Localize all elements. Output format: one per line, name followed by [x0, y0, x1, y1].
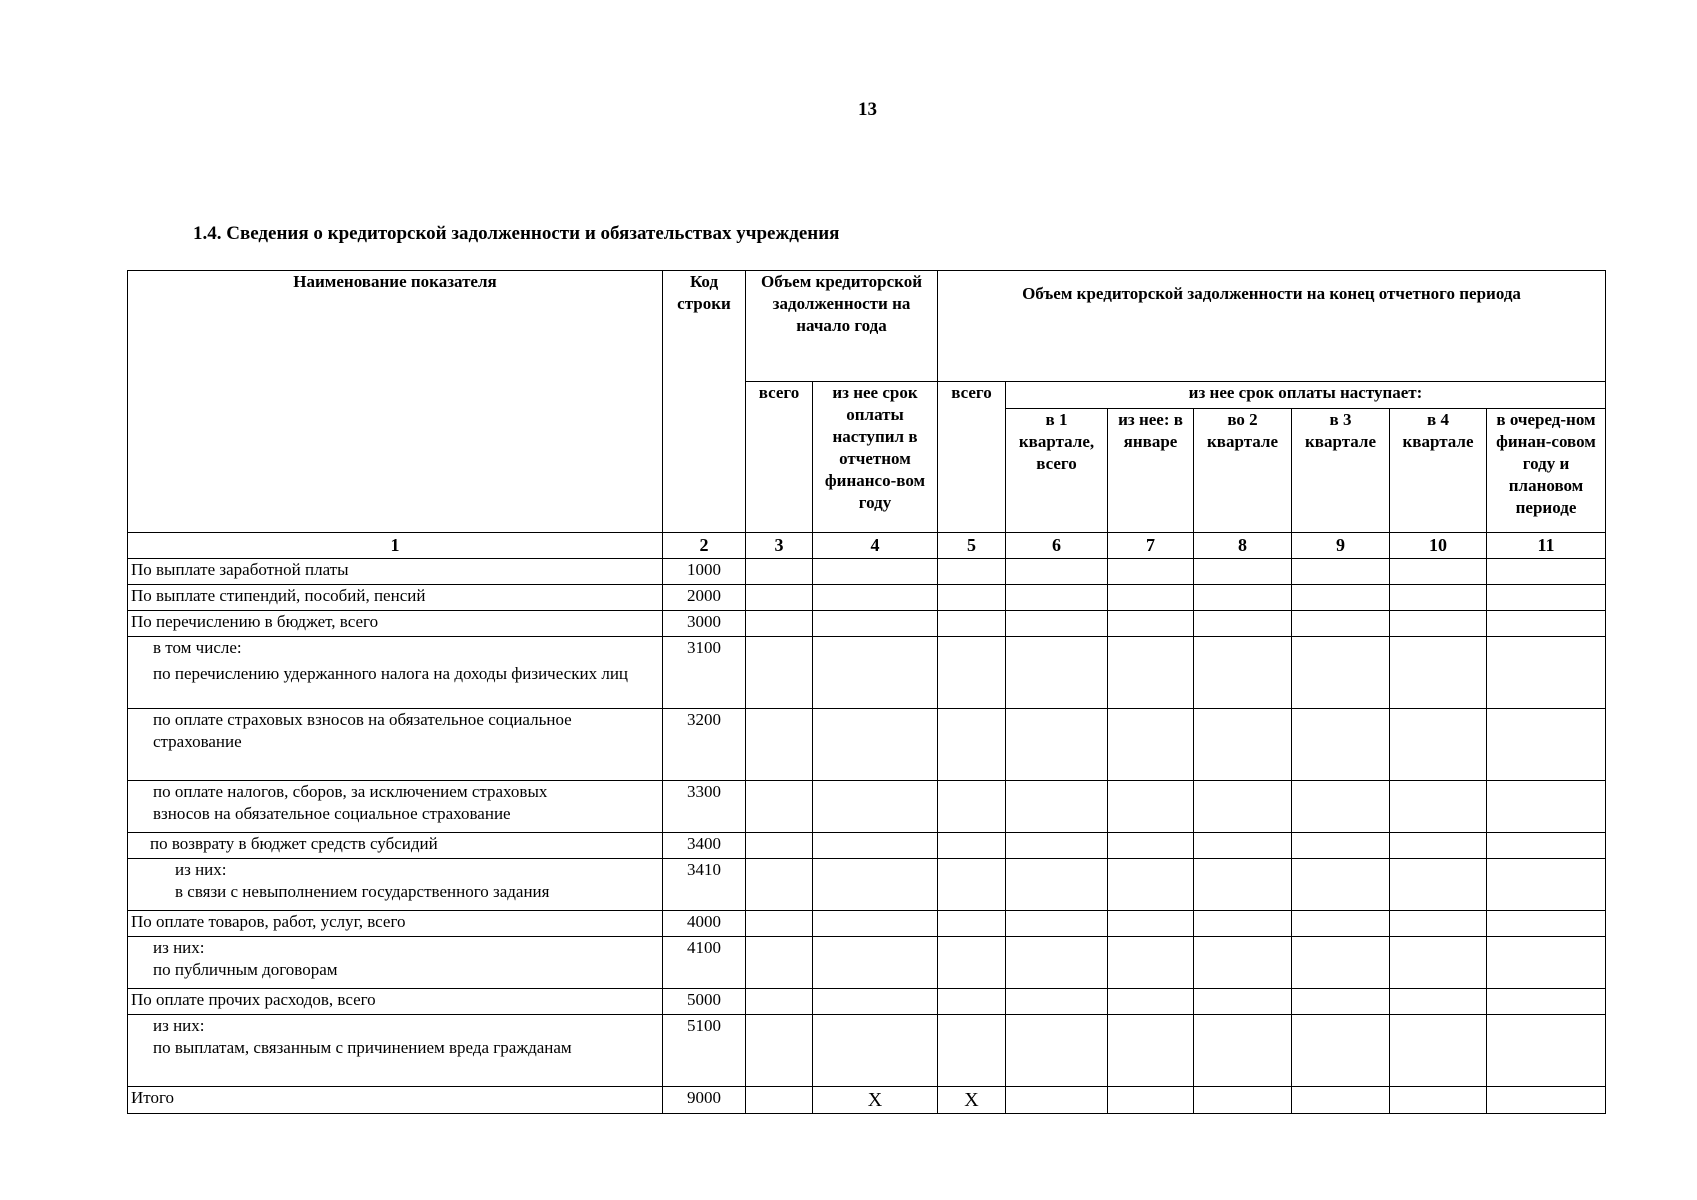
table-row	[128, 1015, 1606, 1087]
row-name: по публичным договорам	[153, 960, 338, 980]
header-name: Наименование показателя	[128, 271, 663, 533]
header-q2: во 2 квартале	[1194, 409, 1292, 533]
row-name: по перечислению удержанного налога на доходы физических лиц	[153, 664, 629, 684]
header-code: Код строки	[663, 271, 746, 533]
row-code: 3100	[663, 637, 746, 709]
row-code: 9000	[663, 1087, 746, 1114]
table-row	[128, 637, 1606, 709]
row-name: по выплатам, связанным с причинением вреда гражданам	[153, 1038, 572, 1058]
row-lead: по оплате страховых взносов на обязательное социальное	[153, 710, 572, 729]
table-row	[128, 989, 1606, 1015]
row-name: взносов на обязательное социальное страхование	[153, 804, 511, 824]
column-number: 1	[128, 533, 663, 559]
row-code: 3200	[663, 709, 746, 781]
header-q3: в 3 квартале	[1292, 409, 1390, 533]
header-end-volume: Объем кредиторской задолженности на конец отчетного периода	[938, 271, 1606, 382]
row-name: страхование	[153, 732, 242, 752]
row-name: по возврату в бюджет средств субсидий	[128, 833, 663, 859]
column-number: 11	[1487, 533, 1606, 559]
row-lead: из них:	[153, 938, 205, 957]
table-row	[128, 709, 1606, 781]
table-row	[128, 585, 1606, 611]
column-number: 7	[1108, 533, 1194, 559]
row-code: 3000	[663, 611, 746, 637]
header-begin-volume: Объем кредиторской задолженности на начало года	[746, 271, 938, 382]
column-number: 5	[938, 533, 1006, 559]
table-row	[128, 859, 1606, 911]
header-january: из нее: в январе	[1108, 409, 1194, 533]
row-lead: из них:	[153, 1016, 205, 1035]
table-row	[128, 833, 1606, 859]
x-mark: X	[813, 1087, 938, 1114]
row-name: По выплате стипендий, пособий, пенсий	[128, 585, 663, 611]
row-lead: в том числе:	[153, 638, 242, 657]
creditor-debt-table	[127, 270, 1606, 1114]
section-title: 1.4. Сведения о кредиторской задолженности и обязательствах учреждения	[193, 223, 840, 244]
row-lead: по оплате налогов, сборов, за исключением страховых	[153, 782, 548, 801]
table-row	[128, 937, 1606, 989]
row-name: По выплате заработной платы	[128, 559, 663, 585]
column-number: 2	[663, 533, 746, 559]
column-number: 4	[813, 533, 938, 559]
column-number: 3	[746, 533, 813, 559]
row-code: 4100	[663, 937, 746, 989]
table-row-total	[128, 1087, 1606, 1114]
header-due: из нее срок оплаты наступает:	[1006, 382, 1606, 409]
row-code: 3400	[663, 833, 746, 859]
row-name: По оплате прочих расходов, всего	[128, 989, 663, 1015]
header-total-begin: всего	[746, 382, 813, 533]
row-code: 1000	[663, 559, 746, 585]
page-number: 13	[858, 99, 877, 120]
column-number: 10	[1390, 533, 1487, 559]
header-overdue: из нее срок оплаты наступил в отчетном финансо-вом году	[813, 382, 938, 533]
table-row	[128, 559, 1606, 585]
row-name: По оплате товаров, работ, услуг, всего	[128, 911, 663, 937]
row-code: 5100	[663, 1015, 746, 1087]
row-code: 5000	[663, 989, 746, 1015]
row-name: Итого	[128, 1087, 663, 1114]
header-q1: в 1 квартале, всего	[1006, 409, 1108, 533]
row-lead: из них:	[175, 860, 227, 879]
column-number: 9	[1292, 533, 1390, 559]
table-row	[128, 911, 1606, 937]
header-total-end: всего	[938, 382, 1006, 533]
header-q4: в 4 квартале	[1390, 409, 1487, 533]
row-name: в связи с невыполнением государственного задания	[175, 882, 550, 902]
x-mark: X	[938, 1087, 1006, 1114]
row-code: 4000	[663, 911, 746, 937]
column-number: 6	[1006, 533, 1108, 559]
row-code: 3300	[663, 781, 746, 833]
row-code: 2000	[663, 585, 746, 611]
row-code: 3410	[663, 859, 746, 911]
column-number: 8	[1194, 533, 1292, 559]
row-name: По перечислению в бюджет, всего	[128, 611, 663, 637]
table-row	[128, 611, 1606, 637]
header-next-period: в очеред-ном финан-совом году и плановом периоде	[1487, 409, 1606, 533]
table-row	[128, 781, 1606, 833]
